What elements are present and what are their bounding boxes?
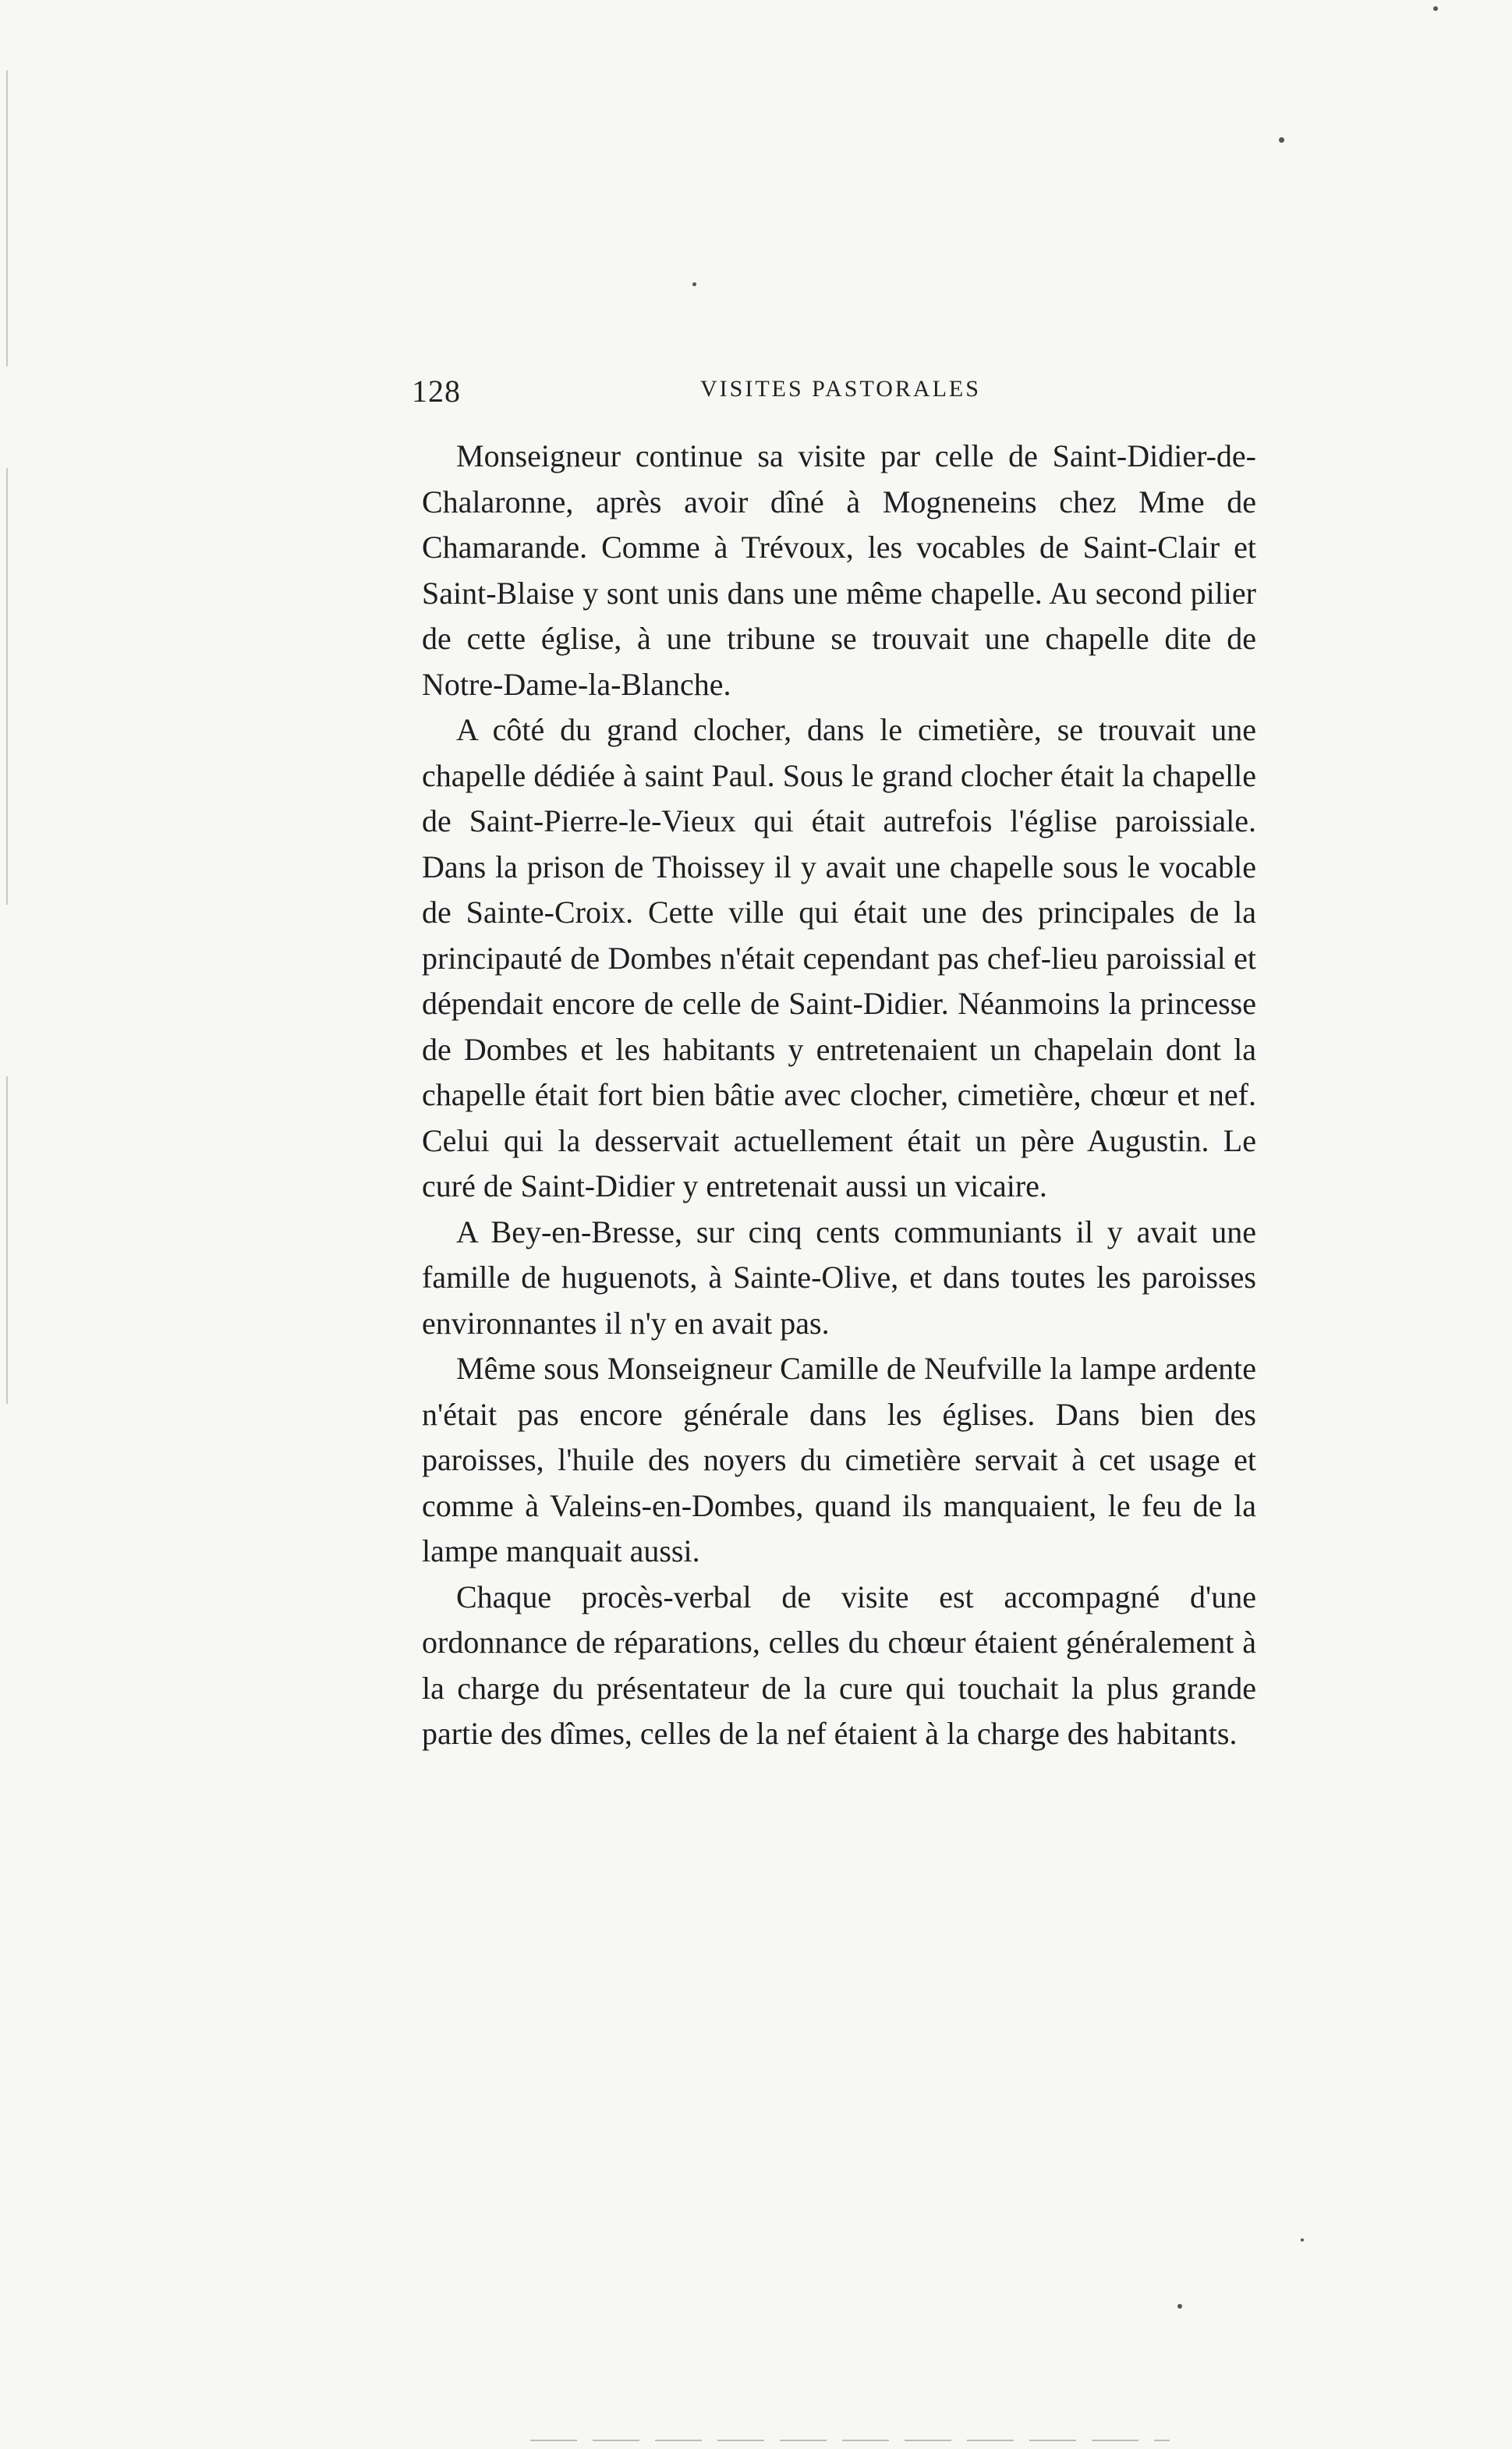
paragraph: A côté du grand clocher, dans le cimetière, se trouvait une chapelle dédiée à saint Paul. Sous le grand clocher était la chapelle de Saint-Pierre-le-Vieux qui était autrefois l'église paroissiale. Dans la prison de Thoissey il y avait une chapelle sous le vocable de Sainte-Croix. Cette ville qui était une des principales de la principauté de Dombes n'était cependant pas chef-lieu paroissial et dépendait encore de celle de Saint-Didier. Néanmoins la princesse de Dombes et les habitants y entretenaient un chapelain dont la chapelle était fort bien bâtie avec clocher, cimetière, chœur et nef. Celui qui la desservait actuellement était un père Augustin. Le curé de Saint-Didier y entretenait aussi un vicaire. (422, 712, 1256, 1203)
paragraph: Chaque procès-verbal de visite est accompagné d'une ordonnance de réparations, celles du chœur étaient généralement à la charge du présentateur de la cure qui touchait la plus grande partie des dîmes, celles de la nef étaient à la charge des habitants. (422, 1579, 1256, 1751)
scan-edge-line (6, 70, 8, 367)
page-number: 128 (412, 374, 461, 409)
paragraph: A Bey-en-Bresse, sur cinq cents communiants il y avait une famille de huguenots, à Sainte-Olive, et dans toutes les paroisses environnantes il n'y en avait pas. (422, 1214, 1256, 1341)
page-header (412, 373, 1254, 420)
body-text (422, 434, 1256, 1757)
scan-edge-line (6, 468, 8, 905)
scan-edge-line (6, 1076, 8, 1404)
ink-speck (1301, 2238, 1304, 2242)
ink-speck (1279, 137, 1284, 143)
ink-speck (1177, 2304, 1182, 2309)
paragraph: Monseigneur continue sa visite par celle de Saint-Didier-de-Chalaronne, après avoir dîné à Mogneneins chez Mme de Chamarande. Comme à Trévoux, les vocables de Saint-Clair et Saint-Blaise y sont unis dans une même chapelle. Au second pilier de cette église, à une tribune se trouvait une chapelle dite de Notre-Dame-la-Blanche. (422, 438, 1256, 702)
scan-bottom-artifact (530, 2440, 1170, 2441)
running-title: VISITES PASTORALES (700, 376, 981, 402)
paragraph: Même sous Monseigneur Camille de Neufville la lampe ardente n'était pas encore générale dans les églises. Dans bien des paroisses, l'huile des noyers du cimetière servait à cet usage et comme à Valeins-en-Dombes, quand ils manquaient, le feu de la lampe manquait aussi. (422, 1351, 1256, 1568)
ink-speck (1433, 6, 1438, 11)
ink-speck (692, 282, 696, 286)
